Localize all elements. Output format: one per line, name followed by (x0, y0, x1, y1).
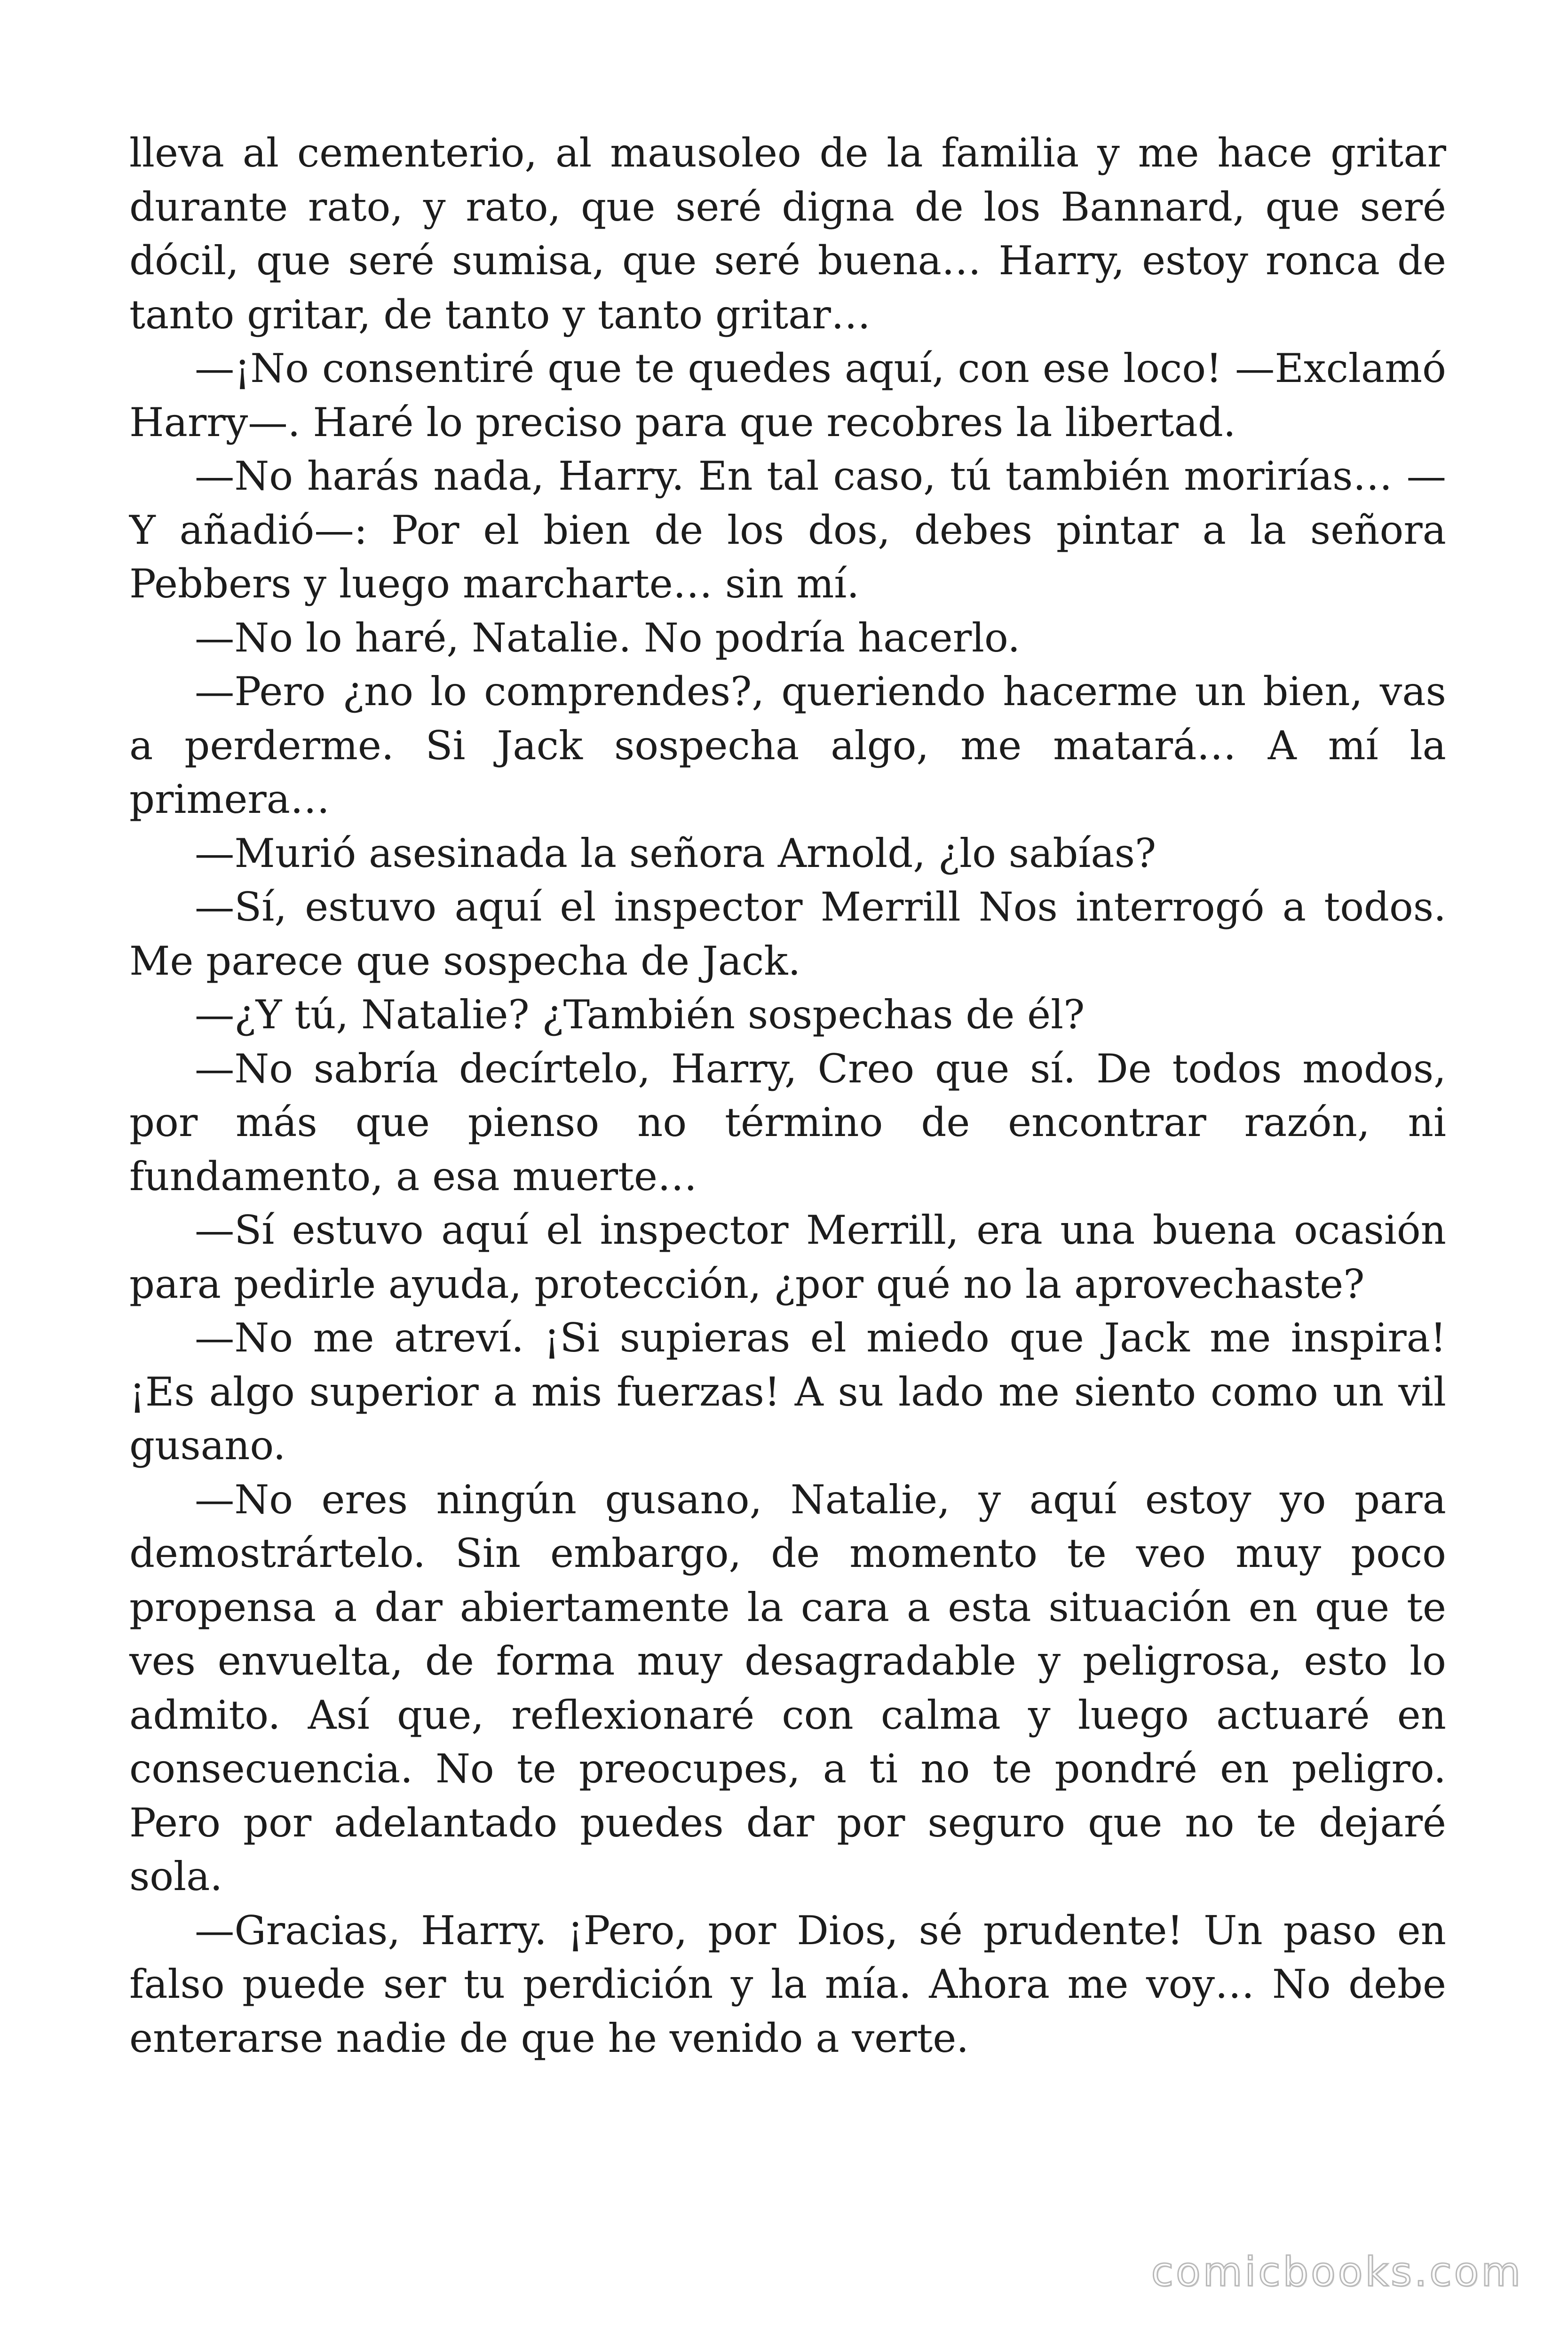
dialogue-paragraph: —No me atreví. ¡Si supieras el miedo que Jack me inspira! ¡Es algo superior a mis fuerzas! A su lado me siento como un vil gusano. (129, 1315, 1446, 1469)
dialogue-paragraph: —Sí, estuvo aquí el inspector Merrill Nos interrogó a todos. Me parece que sospecha de Jack. (129, 884, 1446, 984)
page-body-text (129, 126, 1446, 2065)
dialogue-paragraph: —Pero ¿no lo comprendes?, queriendo hacerme un bien, vas a perderme. Si Jack sospecha algo, me matará… A mí la primera… (129, 668, 1446, 822)
dialogue-paragraph: —Gracias, Harry. ¡Pero, por Dios, sé prudente! Un paso en falso puede ser tu perdición y la mía. Ahora me voy… No debe enterarse nadie de que he venido a verte. (129, 1907, 1446, 2061)
dialogue-paragraph: —No eres ningún gusano, Natalie, y aquí estoy yo para demostrártelo. Sin embargo, de momento te veo muy poco propensa a dar abiertamente la cara a esta situación en que te ves envuelta, de forma muy desagradable y peligrosa, esto lo admito. Así que, reflexionaré con calma y luego actuaré en consecuencia. No te preocupes, a ti no te pondré en peligro. Pero por adelantado puedes dar por seguro que no te dejaré sola. (129, 1476, 1446, 1899)
dialogue-paragraph: —No lo haré, Natalie. No podría hacerlo. (195, 614, 1021, 661)
dialogue-paragraph: —Sí estuvo aquí el inspector Merrill, era una buena ocasión para pedirle ayuda, protección, ¿por qué no la aprovechaste? (129, 1207, 1446, 1307)
dialogue-paragraph: —No sabría decírtelo, Harry, Creo que sí. De todos modos, por más que pienso no término de encontrar razón, ni fundamento, a esa muerte… (129, 1045, 1446, 1200)
watermark-logo: comicbooks.com (1151, 2249, 1523, 2296)
dialogue-paragraph: —No harás nada, Harry. En tal caso, tú también morirías… —Y añadió—: Por el bien de los dos, debes pintar a la señora Pebbers y luego marcharte… sin mí. (129, 453, 1446, 607)
dialogue-paragraph: —¿Y tú, Natalie? ¿También sospechas de él? (195, 992, 1085, 1038)
paragraph-continuation: lleva al cementerio, al mausoleo de la familia y me hace gritar durante rato, y rato, que seré digna de los Bannard, que seré dócil, que seré sumisa, que seré buena… Harry, estoy ronca de tanto gritar, de tanto y tanto gritar… (129, 130, 1446, 338)
dialogue-paragraph: —Murió asesinada la señora Arnold, ¿lo sabías? (195, 830, 1156, 876)
dialogue-paragraph: —¡No consentiré que te quedes aquí, con ese loco! —Exclamó Harry—. Haré lo preciso para que recobres la libertad. (129, 345, 1446, 445)
